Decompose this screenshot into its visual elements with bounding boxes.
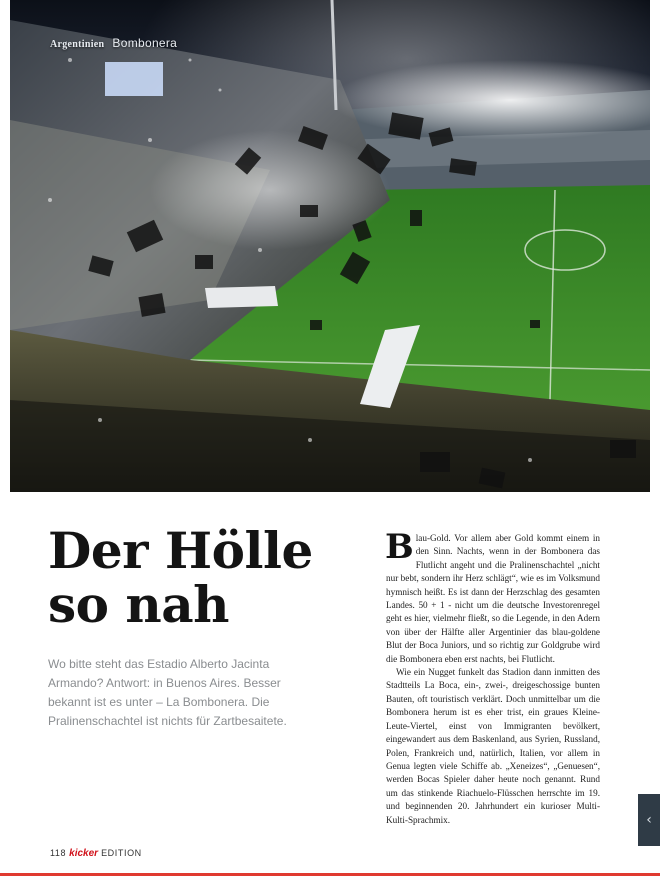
page-footer	[50, 848, 142, 859]
article-body	[385, 527, 600, 827]
photo-caption	[50, 34, 177, 52]
previous-page-button[interactable]	[638, 794, 660, 846]
chevron-left-icon: ‹	[646, 812, 652, 828]
stadium-photo	[10, 0, 650, 492]
caption-country: Argentinien	[50, 39, 105, 50]
bottom-rule	[0, 873, 660, 876]
headline-line-1: Der Hölle	[48, 521, 313, 580]
body-paragraph-1	[385, 527, 600, 666]
body-paragraph-2: Wie ein Nugget funkelt das Stadion dann inmitten des Stadtteils La Boca, ein-, zwei-, dreigeschossige bunten Bauten, oft touristisch verklärt. Doch unmittelbar um die Bombonera herum ist es eher trist, ein graues Kleine-Leute-Viertel, einst von Immigranten bevölkert, eingewandert aus dem Baskenland, aus Syrien, Russland, Polen, Frankreich und, natürlich, Italien, vor allem in Genua legten viele Schiffe ab. „Xeneizes“, „Genuesen“, werden Bocas Spieler daher heute noch genannt. Rund um das stinkende Riachuelo-Flüsschen herrschte im 19. und beginnenden 20. Jahrhundert ein kurioser Multi-Kulti-Sprachmix.	[386, 667, 600, 825]
body-paragraph-1-text: lau-Gold. Vor allem aber Gold kommt einem in den Sinn. Nachts, wenn in der Bombonera das Flutlicht angeht und die Pralinenschachtel „nicht nur bebt, sondern ihr Herz schlägt“, wie es im Volksmund hymnisch heißt. Es ist dann der Herzschlag des gesamten Landes. 50 + 1 - nicht um die deutsche Investorenregel geht es hier, vielmehr fließt, so die Legende, in den Adern von über der Hälfte aller Argentinier das blau-goldene Blut der Boca Juniors, und so richtig zur Goldgrube wird die Bombonera eben erst nachts, bei Flutlicht.	[386, 533, 600, 664]
caption-stadium: Bombonera	[112, 36, 178, 50]
headline-line-2: so nah	[48, 575, 230, 634]
section-label: EDITION	[101, 848, 142, 858]
dropcap: B	[385, 527, 414, 567]
brand-logo: kicker	[69, 848, 99, 859]
stadium-illustration	[10, 0, 650, 492]
headline	[48, 521, 348, 634]
scoreboard	[105, 62, 163, 96]
page-number: 118	[50, 848, 67, 858]
lead-paragraph: Wo bitte steht das Estadio Alberto Jacinta Armando? Antwort: in Buenos Aires. Besser bekannt ist es unter – La Bombonera. Die Pralinenschachtel ist nichts für Zartbesaitete.	[48, 657, 287, 728]
banner-roll	[205, 286, 278, 308]
